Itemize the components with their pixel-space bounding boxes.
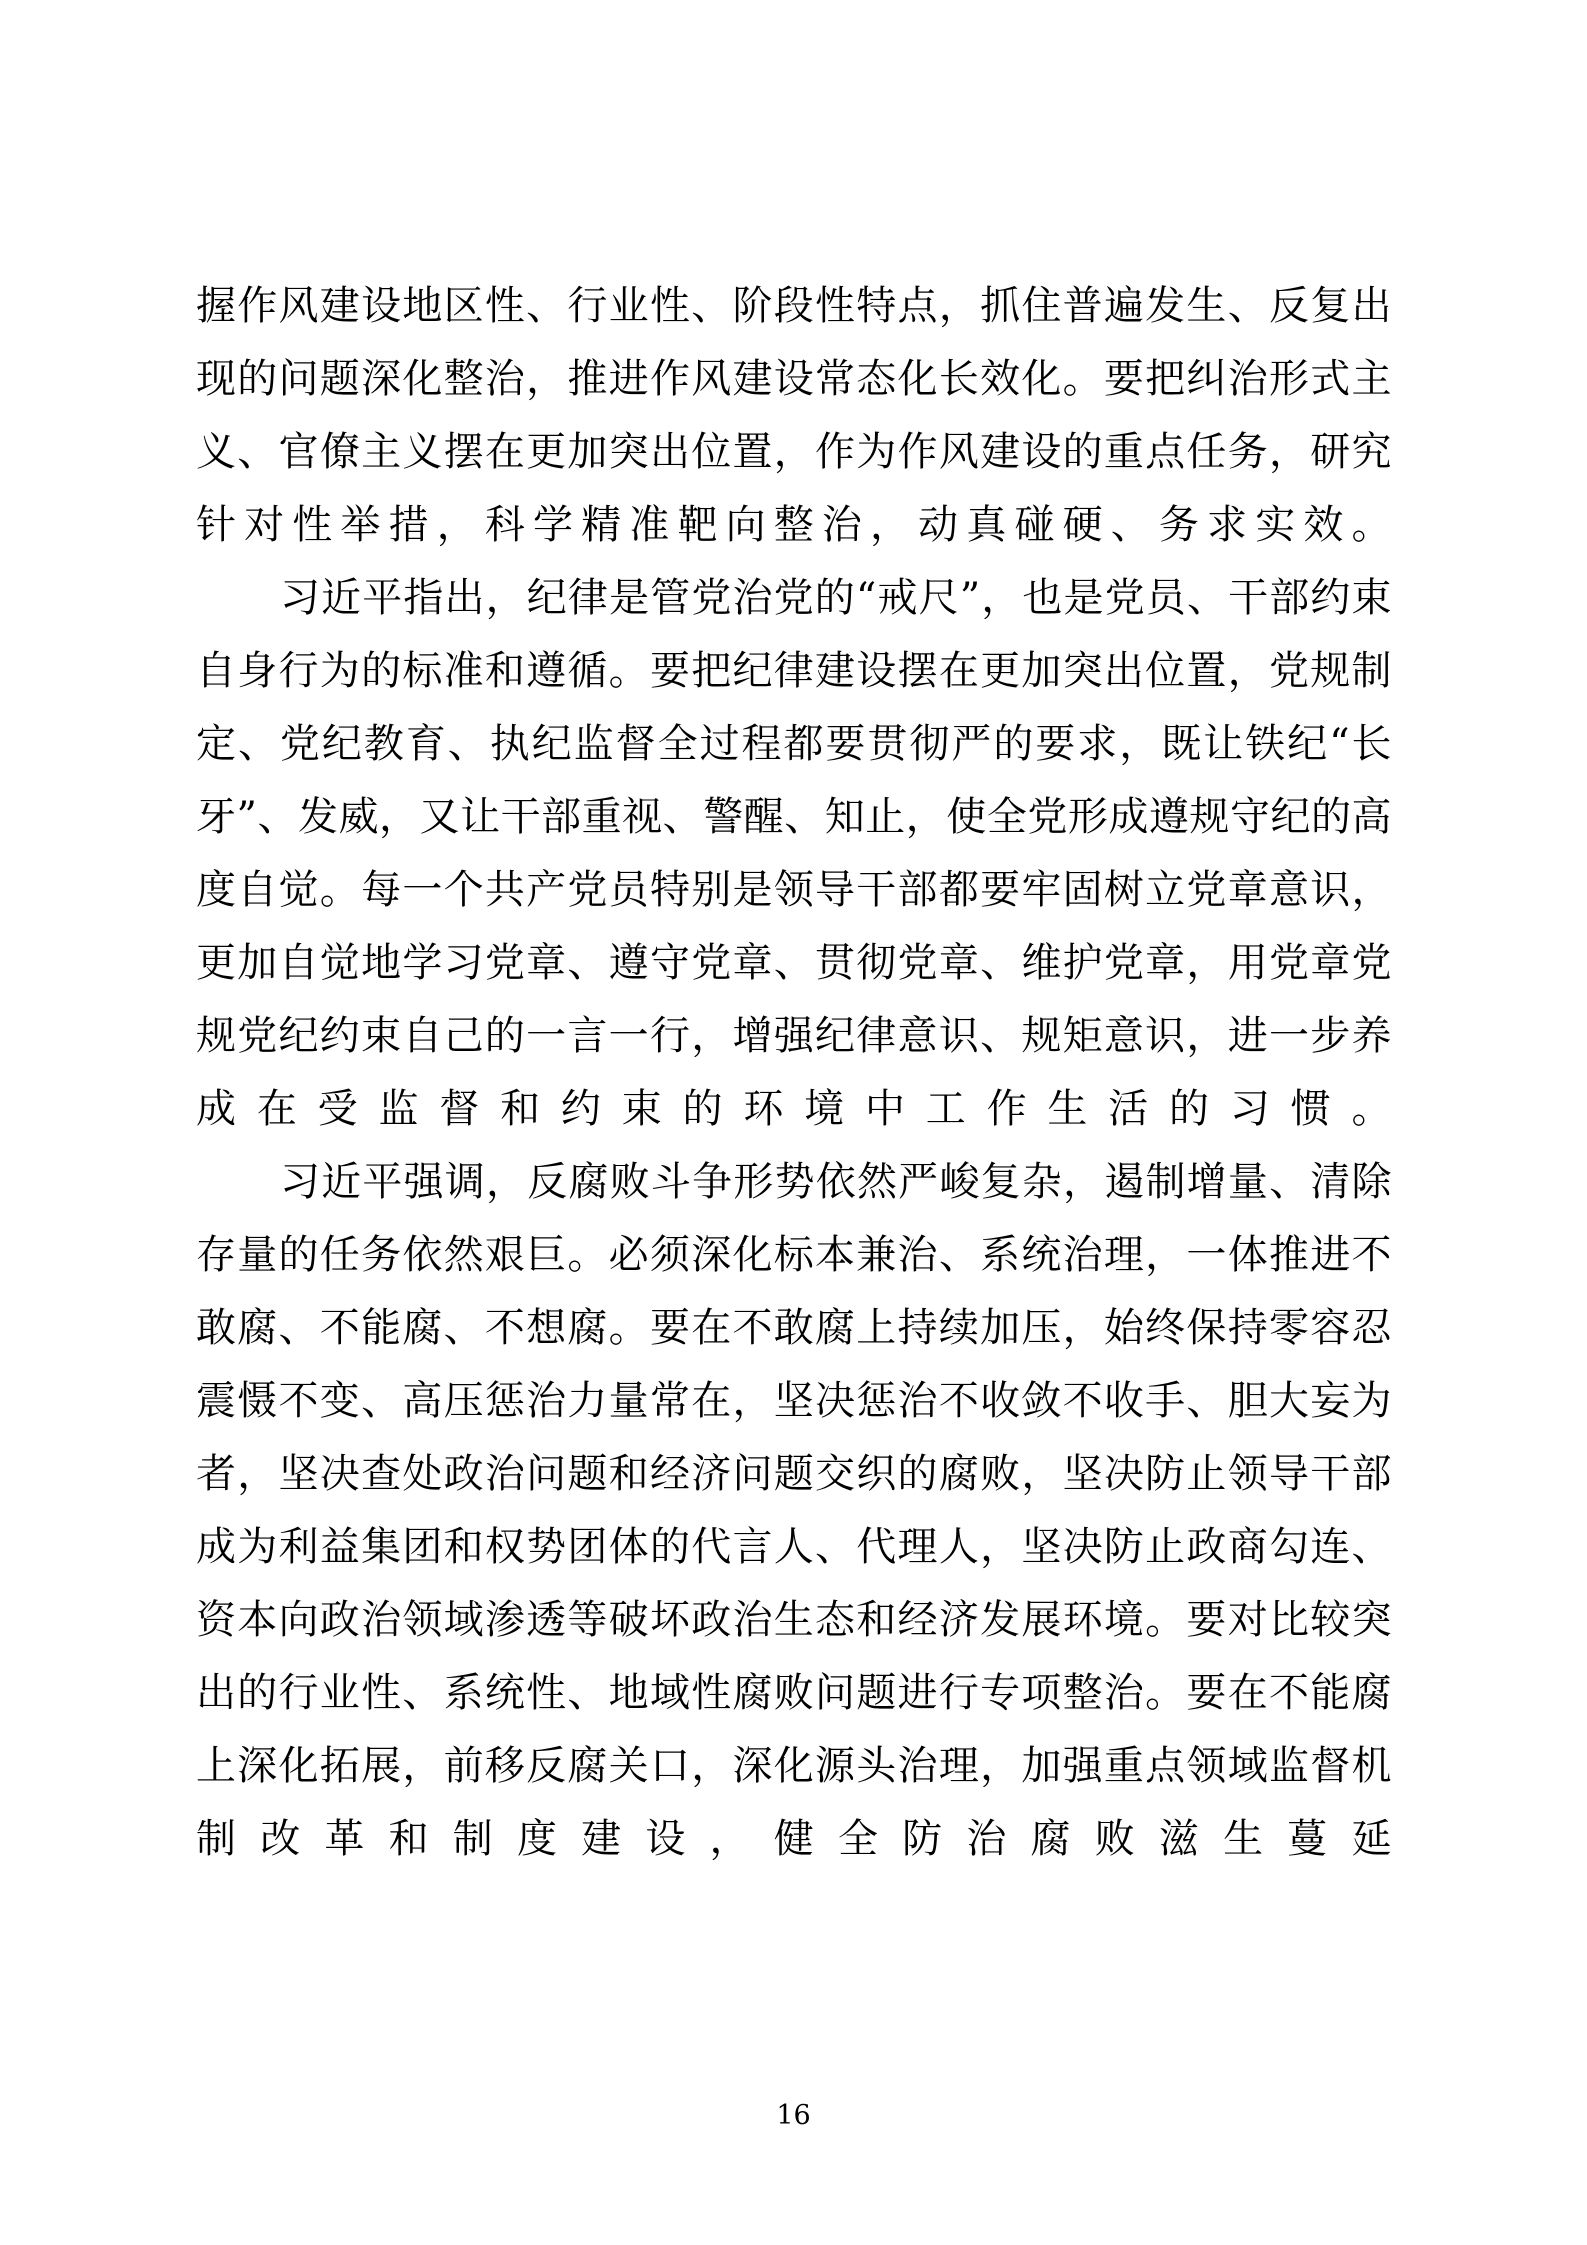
page-number: 16 xyxy=(776,2100,811,2131)
paragraph-3: 习近平强调，反腐败斗争形势依然严峻复杂，遏制增量、清除存量的任务依然艰巨。必须深化标本兼治、系统治理，一体推进不敢腐、不能腐、不想腐。要在不敢腐上持续加压，始终保持零容忍震慑不变、高压惩治力量常在，坚决惩治不收敛不收手、胆大妄为者，坚决查处政治问题和经济问题交织的腐败，坚决防止领导干部成为利益集团和权势团体的代言人、代理人，坚决防止政商勾连、资本向政治领域渗透等破坏政治生态和经济发展环境。要对比较突出的行业性、系统性、地域性腐败问题进行专项整治。要在不能腐上深化拓展，前移反腐关口，深化源头治理，加强重点领域监督机制改革和制度建设，健全防治腐败滋生蔓延 xyxy=(196,1159,1392,1862)
paragraph-1: 握作风建设地区性、行业性、阶段性特点，抓住普遍发生、反复出现的问题深化整治，推进作风建设常态化长效化。要把纠治形式主义、官僚主义摆在更加突出位置，作为作风建设的重点任务，研究针对性举措，科学精准靶向整治，动真碰硬、务求实效。 xyxy=(196,283,1392,548)
page-body xyxy=(196,270,1392,1876)
paragraph-2: 习近平指出，纪律是管党治党的“戒尺”，也是党员、干部约束自身行为的标准和遵循。要把纪律建设摆在更加突出位置，党规制定、党纪教育、执纪监督全过程都要贯彻严的要求，既让铁纪“长牙”、发威，又让干部重视、警醒、知止，使全党形成遵规守纪的高度自觉。每一个共产党员特别是领导干部都要牢固树立党章意识，更加自觉地学习党章、遵守党章、贯彻党章、维护党章，用党章党规党纪约束自己的一言一行，增强纪律意识、规矩意识，进一步养成在受监督和约束的环境中工作生活的习惯。 xyxy=(196,575,1392,1132)
